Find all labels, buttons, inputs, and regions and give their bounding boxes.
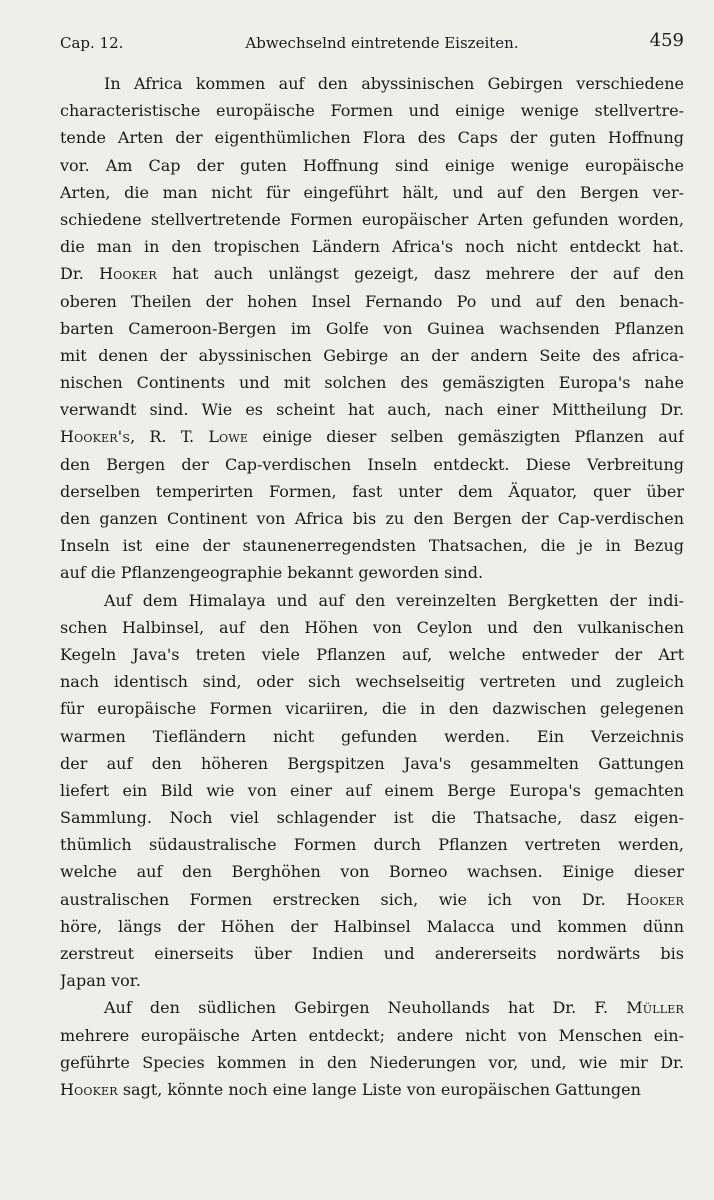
text-segment: welche auf den Berghöhen von Borneo wachsen. Einige dieser [60, 862, 684, 882]
text-line [60, 152, 684, 179]
text-line [60, 641, 684, 668]
text-segment: Auf den südlichen Gebirgen Neuhollands hat Dr. F. [104, 998, 627, 1018]
text-segment: tende Arten der eigenthümlichen Flora des Caps der guten Hoffnung [60, 128, 684, 148]
text-line [60, 1076, 684, 1103]
text-line [60, 668, 684, 695]
chapter-label: Cap. 12. [60, 34, 124, 52]
text-line [60, 750, 684, 777]
text-segment: , R. T. [130, 427, 209, 447]
paragraph [60, 994, 684, 1103]
text-line [60, 858, 684, 885]
text-segment: oberen Theilen der hohen Insel Fernando Po und auf den benach- [60, 291, 684, 311]
page-number: 459 [649, 30, 684, 51]
text-line [60, 124, 684, 151]
text-segment: schen Halbinsel, auf den Höhen von Ceylon und den vulkanischen [60, 617, 684, 637]
text-line [60, 233, 684, 260]
text-segment: den ganzen Continent von Africa bis zu den Bergen der Cap-verdischen [60, 509, 684, 528]
person-name: Hooker [626, 889, 684, 909]
paragraph [60, 587, 684, 995]
text-line [60, 70, 684, 97]
text-line [60, 505, 684, 532]
text-line [60, 532, 684, 559]
text-line [60, 396, 684, 423]
text-line [60, 423, 684, 450]
person-name: Hooker [99, 264, 157, 284]
text-segment: warmen Tiefländern nicht gefunden werden. Ein Verzeichnis [60, 726, 684, 746]
text-segment: Auf dem Himalaya und auf den vereinzelten Bergketten der indi- [104, 590, 684, 610]
text-line [60, 1022, 684, 1049]
text-line [60, 206, 684, 233]
text-segment: Dr. [60, 264, 100, 284]
text-segment: Japan vor. [60, 971, 141, 991]
text-line [60, 913, 684, 940]
text-line [60, 315, 684, 342]
text-line [60, 179, 684, 206]
text-line [60, 559, 684, 586]
text-segment: den Bergen der Cap-verdischen Inseln entdeckt. Diese Verbreitung [60, 454, 684, 474]
text-segment: der auf den höheren Bergspitzen Java's gesammelten Gattungen [60, 753, 684, 773]
text-line [60, 614, 684, 641]
text-segment: Kegeln Java's treten viele Pflanzen auf, welche entweder der Art [60, 644, 684, 664]
text-line [60, 451, 684, 478]
person-name: Lowe [208, 427, 249, 447]
text-segment: australischen Formen erstrecken sich, wie ich von Dr. [60, 889, 627, 909]
text-line [60, 695, 684, 722]
text-segment: barten Cameroon-Bergen im Golfe von Guinea wachsenden Pflanzen [60, 318, 684, 338]
text-segment: zerstreut einerseits über Indien und andererseits nordwärts bis [60, 944, 684, 963]
text-segment: In Africa kommen auf den abyssinischen Gebirgen verschiedene [104, 74, 684, 93]
text-line [60, 723, 684, 750]
paragraph [60, 70, 684, 587]
text-segment: verwandt sind. Wie es scheint hat auch, nach einer Mittheilung Dr. [60, 400, 684, 420]
text-segment: geführte Species kommen in den Niederungen vor, und, wie mir Dr. [60, 1052, 684, 1072]
text-line [60, 97, 684, 124]
text-segment: für europäische Formen vicariiren, die in den dazwischen gelegenen [60, 699, 684, 719]
text-segment: nischen Continents und mit solchen des gemäszigten Europa's nahe [60, 373, 684, 393]
body-text [60, 70, 684, 1103]
text-line [60, 886, 684, 913]
text-line [60, 804, 684, 831]
text-segment: höre, längs der Höhen der Halbinsel Malacca und kommen dünn [60, 916, 684, 936]
text-line [60, 478, 684, 505]
text-line [60, 831, 684, 858]
text-segment: thümlich südaustralische Formen durch Pflanzen vertreten werden, [60, 835, 684, 855]
text-line [60, 940, 684, 967]
text-line [60, 288, 684, 315]
text-segment: mit denen der abyssinischen Gebirge an der andern Seite des africa- [60, 345, 684, 365]
running-title: Abwechselnd eintretende Eiszeiten. [245, 34, 519, 52]
person-name: Hooker [60, 1079, 118, 1099]
person-name: Müller [626, 998, 684, 1018]
text-line [60, 994, 684, 1021]
text-line [60, 260, 684, 287]
person-name: Hooker's [60, 427, 131, 447]
text-segment: nach identisch sind, oder sich wechselseitig vertreten und zugleich [60, 672, 684, 692]
text-line [60, 1049, 684, 1076]
text-segment: einige dieser selben gemäszigten Pflanzen auf [248, 427, 684, 447]
text-segment: Arten, die man nicht für eingeführt hält, und auf den Bergen ver- [60, 182, 684, 202]
text-segment: Inseln ist eine der staunenerregendsten Thatsachen, die je in Bezug [60, 536, 684, 556]
text-segment: auf die Pflanzengeographie bekannt geworden sind. [60, 563, 484, 583]
text-segment: vor. Am Cap der guten Hoffnung sind einige wenige europäische [60, 155, 684, 175]
text-segment: sagt, könnte noch eine lange Liste von europäischen Gattungen [117, 1079, 641, 1099]
running-header [60, 32, 684, 54]
text-segment: Sammlung. Noch viel schlagender ist die Thatsache, dasz eigen- [60, 808, 684, 828]
text-segment: hat auch unlängst gezeigt, dasz mehrere der auf den [156, 264, 684, 284]
text-line [60, 967, 684, 994]
text-segment: derselben temperirten Formen, fast unter dem Äquator, quer über [60, 481, 684, 501]
text-segment: die man in den tropischen Ländern Africa's noch nicht entdeckt hat. [60, 237, 684, 257]
text-segment: mehrere europäische Arten entdeckt; andere nicht von Menschen ein- [60, 1025, 684, 1045]
text-line [60, 369, 684, 396]
text-segment: schiedene stellvertretende Formen europäischer Arten gefunden worden, [60, 209, 684, 229]
text-line [60, 587, 684, 614]
text-line [60, 777, 684, 804]
text-segment: liefert ein Bild wie von einer auf einem Berge Europa's gemachten [60, 780, 684, 800]
text-segment: characteristische europäische Formen und einige wenige stellvertre- [60, 101, 684, 121]
text-line [60, 342, 684, 369]
